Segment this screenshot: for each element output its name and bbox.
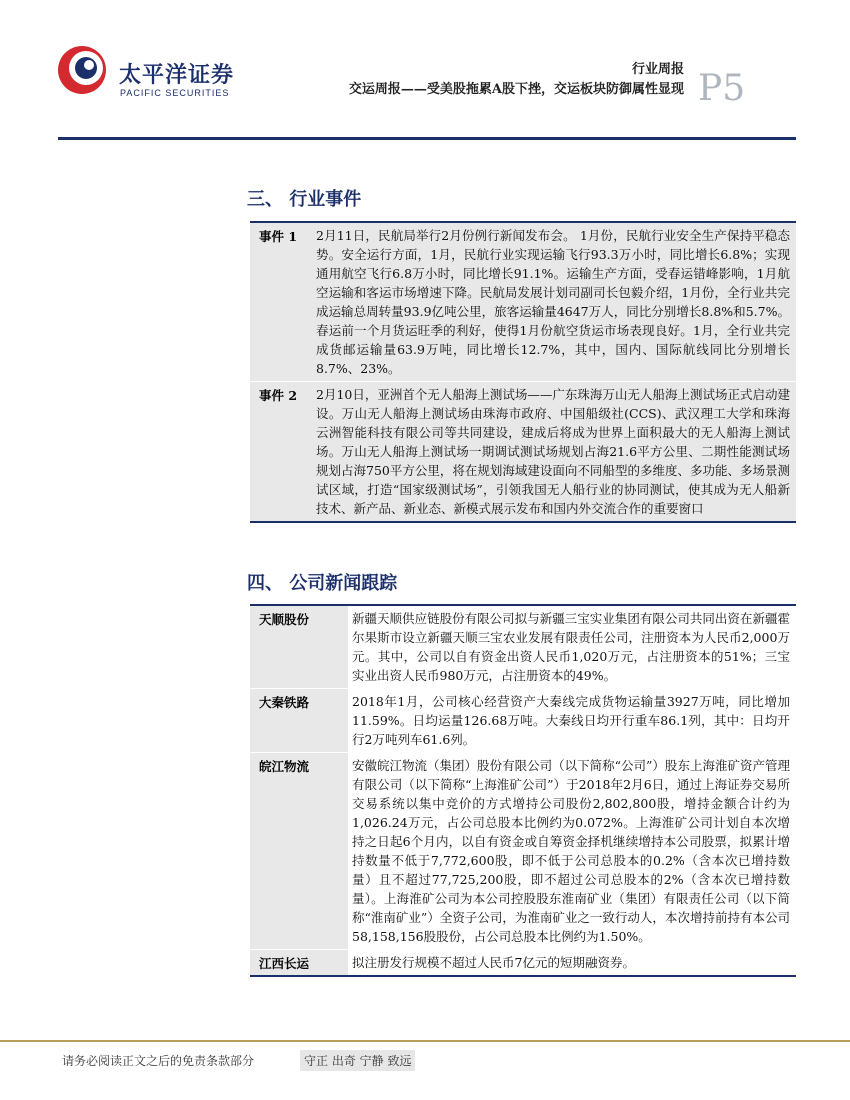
company-news-text: 拟注册发行规模不超过人民币7亿元的短期融资券。 — [348, 950, 796, 975]
page-number: P5 — [698, 68, 746, 109]
report-title: 交运周报——受美股拖累A股下挫，交运板块防御属性显现 — [348, 82, 684, 97]
company-motto: 守正 出奇 宁静 致远 — [300, 1050, 415, 1071]
company-news-table — [250, 604, 796, 977]
event-text: 2月10日，亚洲首个无人船海上测试场——广东珠海万山无人船海上测试场正式启动建设。万山无人船海上测试场由珠海市政府、中国船级社(CCS)、武汉理工大学和珠海云洲智能科技有限公司等共同建设，建成后将成为世界上面积最大的无人船海上测试场。万山无人船海上测试场一期调试测试场规划占海21.6平方公里、二期性能测试场规划占海750平方公里，将在规划海域建设面向不同船型的多维度、多功能、多场景测试区域，打造“国家级测试场”，引领我国无人船行业的协同测试，使其成为无人船新技术、新产品、新业态、新模式展示发布和国内外交流合作的重要窗口 — [316, 387, 790, 516]
logo-text-cn: 太平洋证券 — [119, 63, 235, 88]
company-news-text: 2018年1月，公司核心经营资产大秦线完成货物运输量3927万吨，同比增加11.59%。日均运量126.68万吨。大秦线日均开行重车86.1列，其中：日均开行2万吨列车61.6列。 — [348, 689, 796, 752]
company-name: 江西长运 — [259, 956, 310, 971]
report-type: 行业周报 — [631, 62, 684, 77]
company-row — [250, 688, 796, 752]
company-news-text: 安徽皖江物流（集团）股份有限公司（以下简称“公司”）股东上海淮矿资产管理有限公司（以下简称“上海淮矿公司”）于2018年2月6日，通过上海证券交易所交易系统以集中竞价的方式增持公司股份2,802,800股，增持金额合计约为1,026.24万元，占公司总股本比例约为0.072%。上海淮矿公司计划自本次增持之日起6个月内，以自有资金或自筹资金择机继续增持本公司股票，拟累计增持数量不低于7,772,600股，即不低于公司总股本的0.2%（含本次已增持数量）且不超过77,725,200股，即不超过公司总股本的2%（含本次已增持数量）。上海淮矿公司为本公司控股股东淮南矿业（集团）有限责任公司（以下简称“淮南矿业”）全资子公司，为淮南矿业之一致行动人，本次增持前持有本公司58,158,156股股份，占公司总股本比例约为1.50%。 — [348, 753, 796, 949]
company-news-text: 新疆天顺供应链股份有限公司拟与新疆三宝实业集团有限公司共同出资在新疆霍尔果斯市设立新疆天顺三宝农业发展有限责任公司，注册资本为人民币2,000万元。其中，公司以自有资金出资人民币1,020万元，占注册资本的51%；三宝实业出资人民币980万元，占注册资本的49%。 — [348, 606, 796, 688]
event-text: 2月11日，民航局举行2月份例行新闻发布会。 1月份，民航行业安全生产保持平稳态势。安全运行方面，1月，民航行业实现运输飞行93.3万小时，同比增长6.8%；实现通用航空飞行6.8万小时，同比增长91.1%。运输生产方面，受春运错峰影响，1月航空运输和客运市场增速下降。民航局发展计划司副司长包毅介绍，1月份，全行业共完成运输总周转量93.9亿吨公里，旅客运输量4647万人，同比分别增长8.8%和5.7%。春运前一个月货运旺季的利好，使得1月份航空货运市场表现良好。1月，全行业共完成货邮运输量63.9万吨，同比增长12.7%，其中，国内、国际航线同比分别增长8.7%、23%。 — [316, 228, 790, 376]
company-row — [250, 949, 796, 975]
section-title-company-news: 四、 公司新闻跟踪 — [247, 573, 398, 594]
logo-text-en: PACIFIC SECURITIES — [120, 88, 230, 98]
company-row — [250, 606, 796, 688]
section-title-industry-events: 三、 行业事件 — [247, 189, 362, 210]
event-label: 事件 1 — [259, 229, 298, 244]
company-name: 大秦铁路 — [259, 695, 310, 710]
logo-mark — [56, 44, 108, 96]
header-divider — [58, 137, 796, 140]
company-name: 皖江物流 — [259, 759, 310, 774]
disclaimer-text: 请务必阅读正文之后的免责条款部分 — [62, 1054, 255, 1068]
event-row — [250, 381, 796, 521]
events-table — [250, 221, 796, 523]
event-row — [250, 223, 796, 381]
footer-divider — [0, 1040, 850, 1042]
company-name: 天顺股份 — [259, 612, 310, 627]
event-label: 事件 2 — [259, 388, 298, 403]
company-row — [250, 752, 796, 949]
